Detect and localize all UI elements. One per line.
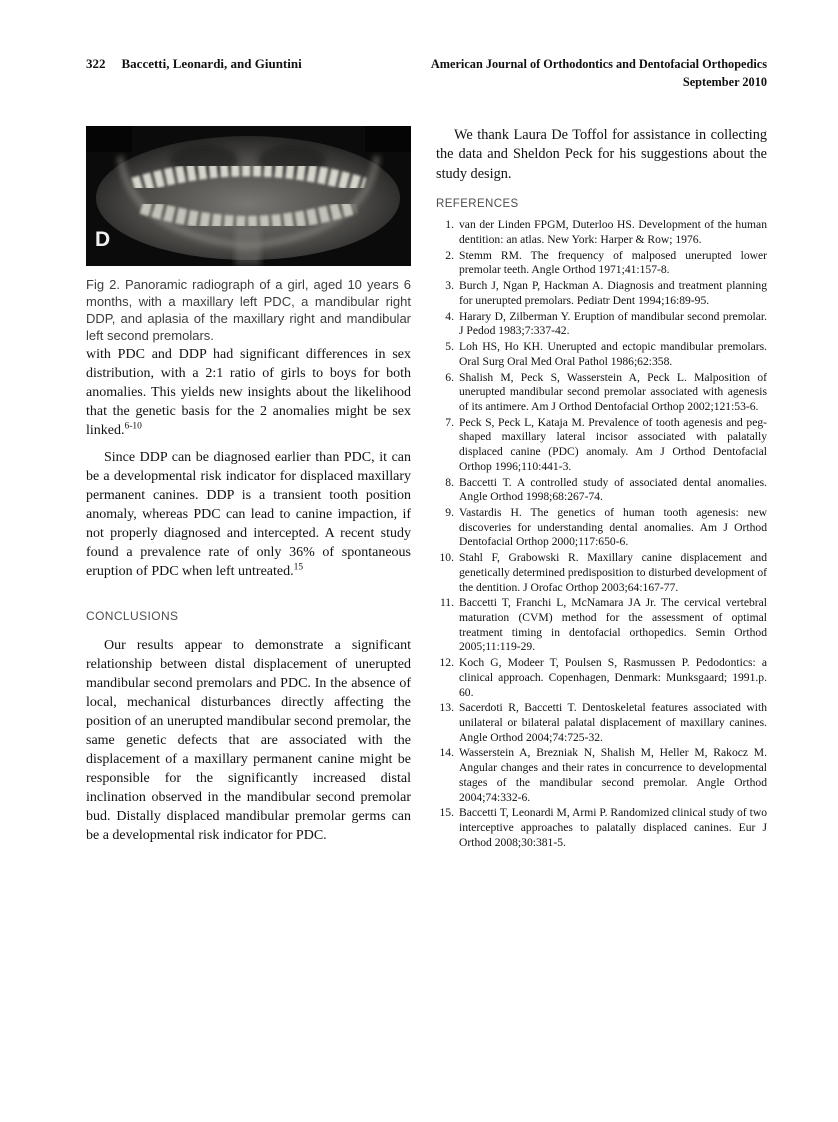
reference-number: 5. [445, 340, 454, 354]
references-heading: REFERENCES [436, 198, 519, 211]
page-number: 322 [86, 56, 106, 71]
reference-number: 4. [445, 309, 454, 323]
reference-item [436, 279, 767, 308]
reference-item [436, 656, 767, 700]
running-head [86, 56, 767, 92]
reference-text: Koch G, Modeer T, Poulsen S, Rasmussen P. Pedodontics: a clinical approach. Copenhagen, Denmark: Munksgaard; 1991.p. 60. [459, 656, 767, 699]
reference-number: 9. [445, 505, 454, 519]
reference-number: 15. [439, 806, 454, 820]
reference-number: 3. [445, 279, 454, 293]
running-head-authors: Baccetti, Leonardi, and Giuntini [121, 56, 302, 71]
reference-text: Wasserstein A, Brezniak N, Shalish M, Heller M, Rakocz M. Angular changes and their rates in concurrence to developmental stages of the mandibular second premolar. Angle Orthod 2004;74:332-6. [459, 746, 767, 804]
reference-text: Sacerdoti R, Baccetti T. Dentoskeletal features associated with unilateral or bilateral palatal displacement of maxillary canines. Angle Orthod 2004;74:725-32. [459, 701, 767, 744]
citation-superscript: 6-10 [124, 421, 142, 432]
running-head-right [431, 56, 767, 92]
reference-item [436, 218, 767, 247]
reference-text: Baccetti T, Leonardi M, Armi P. Randomized clinical study of two interceptive approaches to palatally displaced canines. Eur J Orthod 2008;30:381-5. [459, 806, 767, 849]
body-paragraph-1 [86, 345, 411, 440]
reference-item [436, 371, 767, 415]
right-column [436, 122, 767, 852]
reference-item [436, 506, 767, 550]
reference-item [436, 701, 767, 745]
reference-number: 8. [445, 475, 454, 489]
reference-number: 2. [445, 248, 454, 262]
reference-item [436, 596, 767, 655]
reference-text: Burch J, Ngan P, Hackman A. Diagnosis and treatment planning for unerupted premolars. Pediatr Dent 1994;16:89-95. [459, 279, 767, 307]
issue-date: September 2010 [682, 74, 767, 89]
reference-number: 13. [439, 701, 454, 715]
reference-text: Baccetti T, Franchi L, McNamara JA Jr. The cervical vertebral maturation (CVM) method for the assessment of optimal treatment timing in dentofacial orthopedics. Semin Orthod 2005;11:119-29. [459, 596, 767, 654]
two-column-body [86, 122, 767, 852]
reference-item [436, 551, 767, 595]
references-list [436, 218, 767, 850]
reference-text: Harary D, Zilberman Y. Eruption of mandibular second premolar. J Pedod 1983;7:337-42. [459, 309, 767, 338]
reference-text: Shalish M, Peck S, Wasserstein A, Peck L. Malposition of unerupted mandibular second premolar associated with agenesis of its antimere. Am J Orthod Dentofacial Orthop 2002;121:53-6. [459, 370, 767, 413]
reference-item [436, 476, 767, 505]
reference-number: 1. [445, 218, 454, 232]
body-paragraph-2-text: Since DDP can be diagnosed earlier than PDC, it can be a developmental risk indicator for displaced maxillary permanent canines. DDP is a transient tooth position anomaly, whereas PDC can lead to canine impaction, if not properly diagnosed and intercepted. A recent study found a prevalence rate of only 36% of spontaneous eruption of PDC when left untreated. [86, 449, 411, 579]
journal-title: American Journal of Orthodontics and Dentofacial Orthopedics [430, 57, 767, 71]
reference-text: Vastardis H. The genetics of human tooth agenesis: new discoveries for understanding dental anomalies. Am J Orthod Dentofacial Orthop 2000;117:650-6. [459, 505, 767, 549]
reference-text: Baccetti T. A controlled study of associated dental anomalies. Angle Orthod 1998;68:267-74. [459, 475, 767, 504]
left-column [86, 122, 411, 852]
figure-caption: Fig 2. Panoramic radiograph of a girl, aged 10 years 6 months, with a maxillary left PDC, a mandibular right DDP, and aplasia of the maxillary right and mandibular left second premolars. [86, 277, 411, 344]
reference-number: 14. [439, 746, 454, 760]
reference-text: Peck S, Peck L, Kataja M. Prevalence of tooth agenesis and peg-shaped maxillary lateral incisor associated with palatally displaced canine (PDC) anomaly. Am J Orthod Dentofacial Orthop 1996;110:441-3. [459, 415, 767, 473]
reference-item [436, 806, 767, 850]
reference-number: 12. [439, 656, 454, 670]
panoramic-radiograph-image [86, 126, 411, 266]
acknowledgment-paragraph: We thank Laura De Toffol for assistance in collecting the data and Sheldon Peck for his suggestions about the study design. [436, 127, 767, 182]
reference-item [436, 746, 767, 805]
conclusions-paragraph: Our results appear to demonstrate a significant relationship between distal displacement of unerupted mandibular second premolars and PDC. In the absence of local, mechanical disturbances directly affecting the position of an unerupted mandibular second premolar, the same genetic defects that are associated with the displacement of a maxillary permanent canine might be responsible for the significantly increased distal inclination observed in the mandibular second premolar bud. Distally displaced mandibular premolar germs can be a developmental risk indicator for PDC. [86, 638, 411, 844]
reference-text: van der Linden FPGM, Duterloo HS. Development of the human dentition: an atlas. New York: Harper & Row; 1976. [459, 218, 767, 247]
reference-item [436, 249, 767, 278]
xray-side-marker: D [95, 228, 111, 251]
reference-number: 10. [439, 551, 454, 565]
reference-text: Loh HS, Ho KH. Unerupted and ectopic mandibular premolars. Oral Surg Oral Med Oral Pathol 1986;62:358. [459, 340, 767, 368]
running-head-left [86, 56, 302, 72]
reference-text: Stahl F, Grabowski R. Maxillary canine displacement and genetically determined predisposition to disturbed development of the dentition. J Orofac Orthop 2003;64:167-77. [459, 551, 767, 594]
reference-item [436, 340, 767, 369]
citation-superscript: 15 [293, 562, 304, 573]
body-paragraph-1-text: with PDC and DDP had significant differences in sex distribution, with a 2:1 ratio of girls to boys for both anomalies. This yields new insights about the likelihood that the genetic basis for the 2 anomalies might be sex linked. [86, 346, 411, 438]
figure-2 [86, 126, 411, 345]
reference-text: Stemm RM. The frequency of malposed unerupted lower premolar teeth. Angle Orthod 1971;41:157-8. [459, 248, 767, 277]
conclusions-heading: CONCLUSIONS [86, 609, 179, 623]
body-paragraph-2 [86, 448, 411, 581]
reference-number: 6. [445, 370, 454, 384]
reference-item [436, 310, 767, 339]
reference-number: 11. [439, 596, 454, 610]
reference-number: 7. [445, 415, 454, 429]
reference-item [436, 416, 767, 475]
